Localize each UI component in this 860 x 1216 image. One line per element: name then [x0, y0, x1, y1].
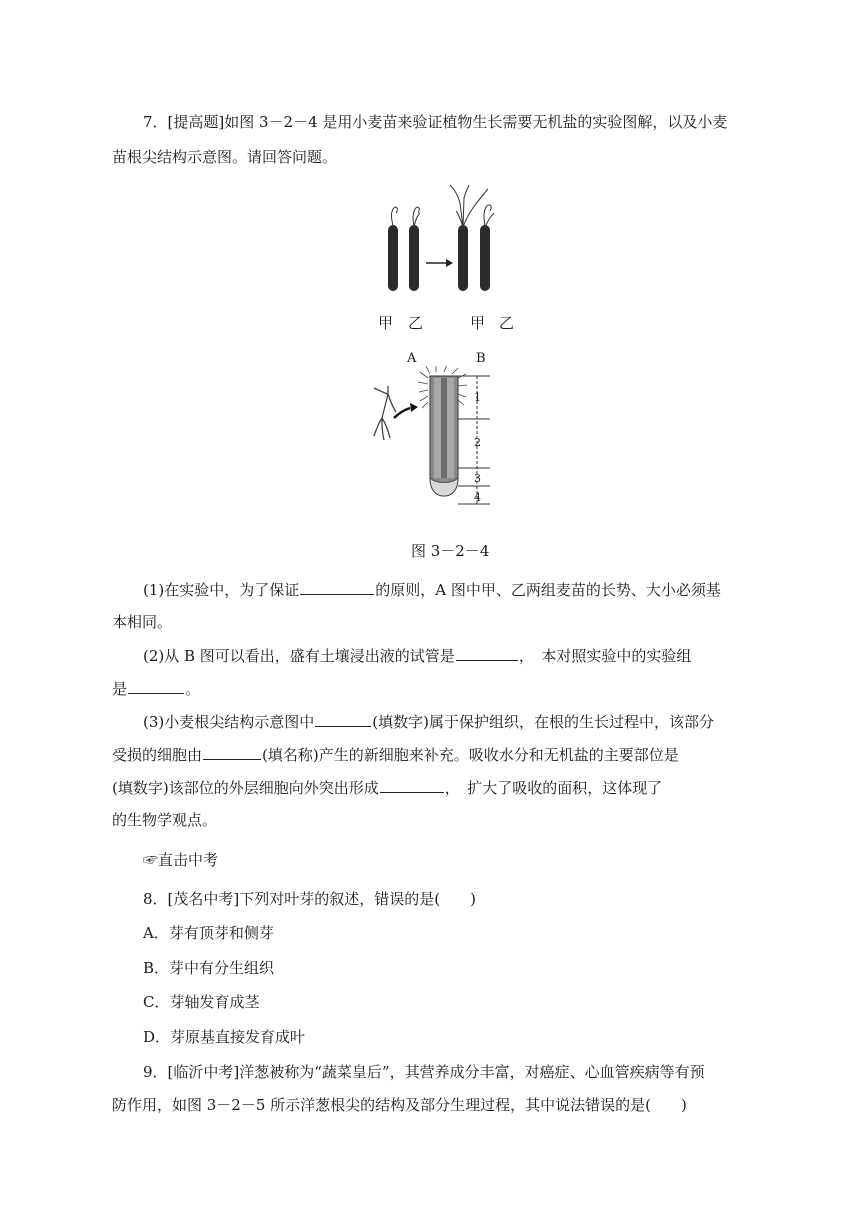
q7-sub3-text-d: (填名称)产生的新细胞来补充。吸收水分和无机盐的主要部位是	[262, 746, 679, 764]
zone-label-3: 3	[474, 472, 481, 485]
label-yi-1: 乙	[408, 314, 424, 332]
sprout-jia-after	[450, 185, 488, 227]
label-letter-b: B	[476, 351, 486, 366]
q7-line-2: 苗根尖结构示意图。请回答问题。	[112, 148, 338, 166]
seedling-sketch	[374, 386, 396, 440]
test-tube-experiment-figure	[376, 183, 536, 298]
q7-sub1-text-a: (1)在实验中，为了保证	[143, 581, 300, 599]
q7-sub3-text-b: (填数字)属于保护组织，在根的生长过程中，该部分	[372, 713, 714, 731]
q7-sub3-text-a: (3)小麦根尖结构示意图中	[143, 713, 315, 731]
sprout-yi-before	[413, 207, 420, 227]
tube-jia-before	[388, 225, 398, 291]
q7-sub3-text-f: ， 扩大了吸收的面积，这体现了	[444, 779, 663, 797]
q7-sub2-line-2	[112, 678, 200, 699]
q7-sub1-line-2: 本相同。	[112, 613, 173, 631]
q7-sub2-text-b: ， 本对照实验中的实验组	[518, 647, 692, 665]
q8-option-d[interactable]: D．芽原基直接发育成叶	[143, 1028, 306, 1046]
answer-blank[interactable]	[203, 744, 261, 760]
answer-blank[interactable]	[380, 777, 444, 793]
answer-blank[interactable]	[128, 678, 184, 694]
q7-sub3-line-3	[112, 777, 662, 798]
q7-sub2-text-d: 。	[185, 680, 201, 698]
label-jia-2: 甲	[470, 314, 486, 332]
label-letter-a: A	[407, 351, 417, 366]
tube-yi-after	[480, 225, 490, 291]
q8-stem: 8．[茂名中考]下列对叶芽的叙述，错误的是( )	[143, 890, 476, 908]
tube-yi-before	[409, 225, 419, 291]
root-tip-figure	[366, 366, 506, 508]
section-heading: ☞直击中考	[143, 851, 219, 869]
zone-label-2: 2	[474, 436, 481, 449]
tube-jia-after	[458, 225, 468, 291]
q8-option-b[interactable]: B．芽中有分生组织	[143, 959, 275, 977]
q7-sub1-line-1	[143, 579, 721, 600]
q9-line-1: 9．[临沂中考]洋葱被称为“蔬菜皇后”，其营养成分丰富，对癌症、心血管疾病等有预	[143, 1063, 705, 1081]
q7-sub1-text-b: 的原则，A 图中甲、乙两组麦苗的长势、大小必须基	[375, 581, 721, 599]
q9-line-2: 防作用，如图 3－2－5 所示洋葱根尖的结构及部分生理过程，其中说法错误的是( )	[112, 1096, 687, 1114]
zone-label-1: 1	[474, 391, 481, 404]
q7-sub2-line-1	[143, 645, 691, 666]
figure-caption: 图 3－2－4	[411, 542, 490, 560]
q7-sub3-text-e: (填数字)该部位的外层细胞向外突出形成	[112, 779, 379, 797]
answer-blank[interactable]	[315, 711, 371, 727]
zone-label-4: 4	[474, 491, 481, 504]
q8-option-a[interactable]: A．芽有顶芽和侧芽	[143, 924, 274, 942]
q8-option-c[interactable]: C．芽轴发育成茎	[143, 993, 260, 1011]
label-jia-1: 甲	[378, 314, 394, 332]
arrow-icon	[446, 259, 453, 267]
q7-sub3-line-2	[112, 744, 679, 765]
sprout-yi-after	[484, 205, 494, 227]
answer-blank[interactable]	[300, 579, 374, 595]
q7-sub3-line-1	[143, 711, 714, 732]
label-yi-2: 乙	[499, 314, 515, 332]
answer-blank[interactable]	[456, 645, 518, 661]
q7-sub2-text-c: 是	[112, 680, 128, 698]
arrow-icon	[410, 403, 418, 412]
q7-sub2-text-a: (2)从 B 图可以看出，盛有土壤浸出液的试管是	[143, 647, 455, 665]
q7-sub3-text-c: 受损的细胞由	[112, 746, 203, 764]
q7-sub3-line-4: 的生物学观点。	[112, 811, 218, 829]
q7-line-1: 7．[提高题]如图 3－2－4 是用小麦苗来验证植物生长需要无机盐的实验图解，以及小麦	[143, 113, 728, 131]
sprout-jia-before	[391, 207, 397, 227]
